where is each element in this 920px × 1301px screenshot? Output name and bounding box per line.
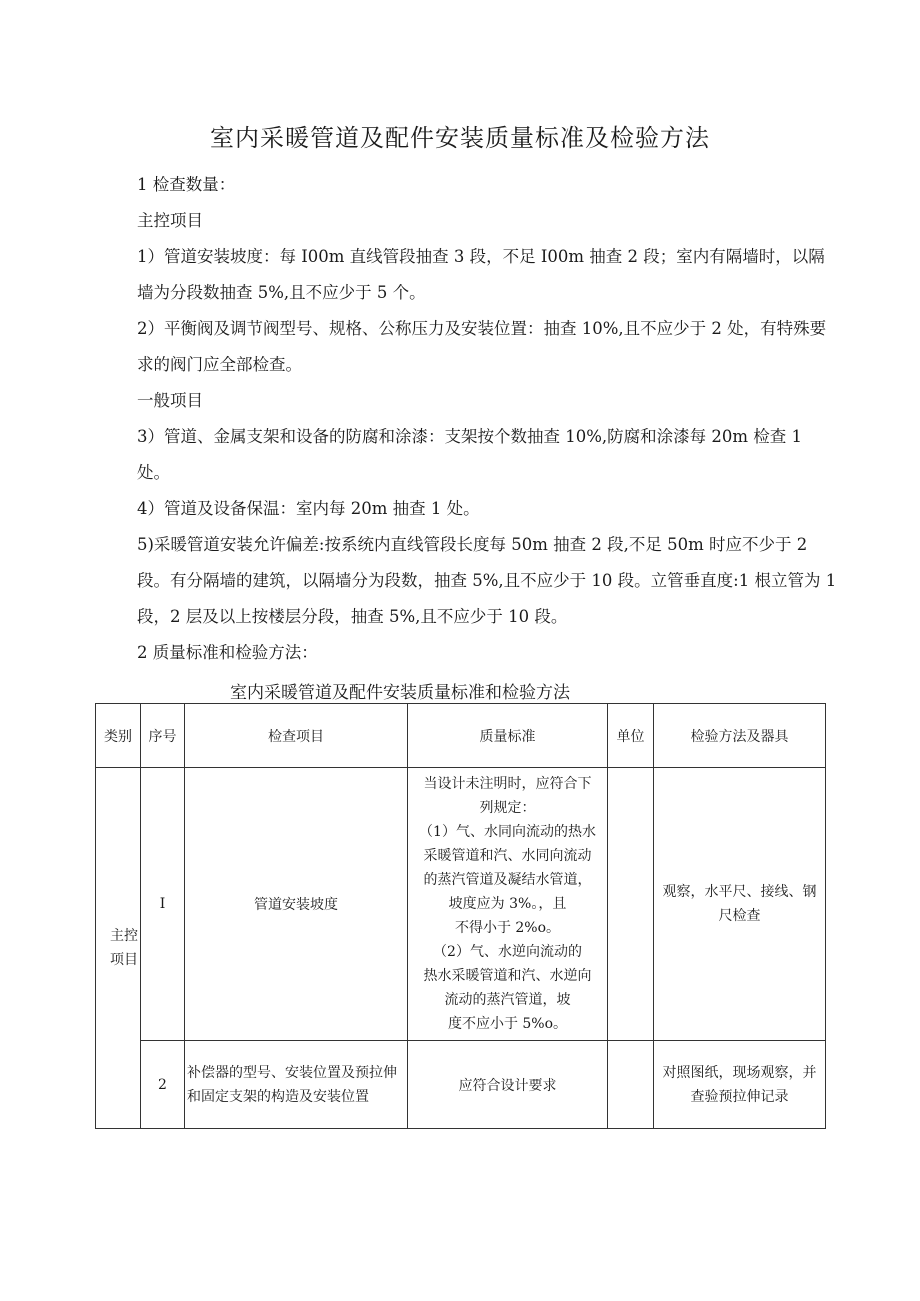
row-unit bbox=[608, 1041, 654, 1129]
paragraph-item-3: 3）管道、金属支架和设备的防腐和涂漆：支架按个数抽查 10%,防腐和涂漆每 20m 检查 1 处。 bbox=[137, 427, 803, 482]
standard-line: 度不应小于 5%o。 bbox=[447, 1016, 568, 1032]
table-row bbox=[96, 1041, 826, 1129]
row-quality-standard: 应符合设计要求 bbox=[408, 1041, 608, 1129]
table-row bbox=[96, 768, 826, 1041]
row-unit bbox=[608, 768, 654, 1041]
standard-line: 不得小于 2%o。 bbox=[454, 920, 561, 936]
paragraph-item-1: 1）管道安装坡度：每 I00m 直线管段抽查 3 段，不足 I00m 抽查 2 段；室内有隔墙时，以隔墙为分段数抽查 5%,且不应少于 5 个。 bbox=[137, 247, 825, 302]
paragraph-item-4: 4）管道及设备保温：室内每 20m 抽查 1 处。 bbox=[137, 499, 480, 518]
paragraph-item-2: 2）平衡阀及调节阀型号、规格、公称压力及安装位置：抽查 10%,且不应少于 2 处，有特殊要求的阀门应全部检查。 bbox=[137, 319, 827, 374]
standard-line: 列规定： bbox=[479, 800, 536, 816]
header-unit: 单位 bbox=[608, 704, 654, 768]
paragraph-main-items: 主控项目 bbox=[137, 211, 203, 230]
standard-line: （2）气、水逆向流动的 bbox=[433, 944, 582, 960]
header-number: 序号 bbox=[141, 704, 185, 768]
quality-standard-table bbox=[95, 703, 826, 1129]
row-method: 观察，水平尺、接线、钢尺检查 bbox=[654, 768, 826, 1041]
standard-line: 采暖管道和汽、水同向流动 bbox=[423, 848, 592, 864]
header-quality-standard: 质量标准 bbox=[408, 704, 608, 768]
standard-line: （1）气、水同向流动的热水 bbox=[419, 824, 596, 840]
table-header-row bbox=[96, 704, 826, 768]
row-check-item: 管道安装坡度 bbox=[185, 768, 408, 1041]
standard-line: 的蒸汽管道及凝结水管道， bbox=[423, 872, 592, 888]
table-caption: 室内采暖管道及配件安装质量标准和检验方法 bbox=[230, 683, 570, 703]
header-check-item: 检查项目 bbox=[185, 704, 408, 768]
paragraph-quality-standard: 2 质量标准和检验方法： bbox=[137, 643, 318, 662]
paragraph-general-items: 一般项目 bbox=[137, 391, 203, 410]
standard-line: 坡度应为 3%。，且 bbox=[448, 896, 567, 912]
header-method: 检验方法及器具 bbox=[654, 704, 826, 768]
row-number: I bbox=[141, 768, 185, 1041]
row-number: 2 bbox=[141, 1041, 185, 1129]
row-quality-standard bbox=[408, 768, 608, 1041]
header-category: 类别 bbox=[96, 704, 141, 768]
standard-line: 流动的蒸汽管道，坡 bbox=[444, 992, 571, 1008]
paragraph-item-5: 5)采暖管道安装允许偏差:按系统内直线管段长度每 50m 抽查 2 段,不足 50m 时应不少于 2 段。有分隔墙的建筑，以隔墙分为段数，抽查 5%,且不应少于 10 段。立管垂直度:1 根立管为 1 段，2 层及以上按楼层分段，抽查 5%,且不应少于 10 段。 bbox=[137, 535, 837, 626]
standard-line: 热水采暖管道和汽、水逆向 bbox=[423, 968, 592, 984]
category-cell: 主控项目 bbox=[96, 768, 141, 1129]
row-method: 对照图纸，现场观察，并查验预拉伸记录 bbox=[654, 1041, 826, 1129]
standard-line: 当设计未注明时，应符合下 bbox=[423, 776, 592, 792]
document-title: 室内采暖管道及配件安装质量标准及检验方法 bbox=[210, 124, 710, 152]
paragraph-check-quantity: 1 检查数量： bbox=[137, 175, 236, 194]
row-check-item: 补偿器的型号、安装位置及预拉伸和固定支架的构造及安装位置 bbox=[185, 1041, 408, 1129]
